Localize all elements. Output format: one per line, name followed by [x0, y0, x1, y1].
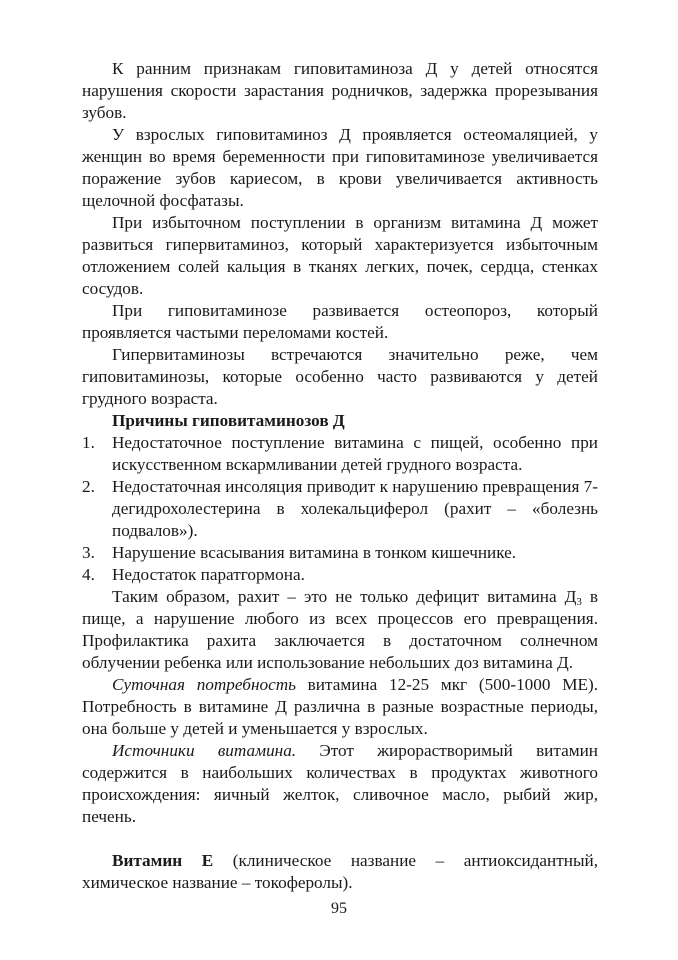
paragraph-adults: У взрослых гиповитаминоз Д проявляется остеомаляцией, у женщин во время беременности при гиповитаминозе увеличивается поражение зубов кариесом, в крови увеличивается активность щелочной фосфатазы. [82, 125, 598, 210]
sources-text: Этот жирорастворимый витамин содержится в наибольших количествах в продуктах животного происхождения: яичный желток, сливочное масло, рыбий жир, печень. [82, 741, 598, 826]
vitamin-subscript: 3 [576, 596, 582, 608]
list-item-number: 4. [82, 565, 95, 584]
paragraph-frequency: Гипервитаминозы встречаются значительно реже, чем гиповитаминозы, которые особенно часто развиваются у детей грудного возраста. [82, 345, 598, 408]
list-item [82, 564, 598, 586]
list-item-text: Нарушение всасывания витамина в тонком кишечнике. [112, 543, 517, 562]
causes-list [82, 432, 598, 586]
causes-heading: Причины гиповитаминозов Д [112, 411, 345, 430]
list-item [82, 542, 598, 564]
list-item-text: Недостаток паратгормона. [112, 565, 305, 584]
paragraph-early-signs: К ранним признакам гиповитаминоза Д у детей относятся нарушения скорости зарастания родничков, задержка прорезывания зубов. [82, 59, 598, 122]
list-item-number: 1. [82, 433, 95, 452]
conclusion-text-end: в пище, а нарушение любого из всех процессов его превращения. Профилактика рахита заключается в достаточном солнечном облучении ребенка или использование небольших доз витамина Д. [82, 587, 599, 672]
list-item-number: 2. [82, 477, 95, 496]
list-item [82, 432, 598, 476]
list-item [82, 476, 598, 542]
vitamin-e-label: Витамин Е [112, 851, 214, 870]
paragraph-osteoporosis: При гиповитаминозе развивается остеопороз, который проявляется частыми переломами костей. [82, 301, 598, 342]
paragraph-conclusion [82, 586, 598, 674]
section-gap [82, 828, 598, 850]
paragraph-vitamin-e [82, 850, 598, 894]
page-number: 95 [331, 900, 347, 917]
vitamin-e-text: (клиническое название – антиоксидантный, химическое название – токоферолы). [82, 851, 598, 892]
list-item-text: Недостаточная инсоляция приводит к нарушению превращения 7-дегидрохолестерина в холекальциферол (рахит – «болезнь подвалов»). [112, 477, 598, 540]
paragraph-daily-need [82, 674, 598, 740]
conclusion-text-start: Таким образом, рахит – это не только дефицит витамина Д [112, 587, 577, 606]
list-item-number: 3. [82, 543, 95, 562]
daily-need-text: витамина 12-25 мкг (500-1000 МЕ). Потребность в витамине Д различна в разные возрастные периоды, она больше у детей и уменьшается у взрослых. [82, 675, 598, 738]
page-body [82, 58, 598, 894]
paragraph-sources [82, 740, 598, 828]
paragraph-hypervitaminosis: При избыточном поступлении в организм витамина Д может развиться гипервитаминоз, который характеризуется избыточным отложением солей кальция в тканях легких, почек, сердца, стенках сосудов. [82, 213, 598, 298]
daily-need-label: Суточная потребность [112, 675, 296, 694]
sources-label: Источники витамина. [112, 741, 297, 760]
list-item-text: Недостаточное поступление витамина с пищей, особенно при искусственном вскармливании детей грудного возраста. [112, 433, 598, 474]
